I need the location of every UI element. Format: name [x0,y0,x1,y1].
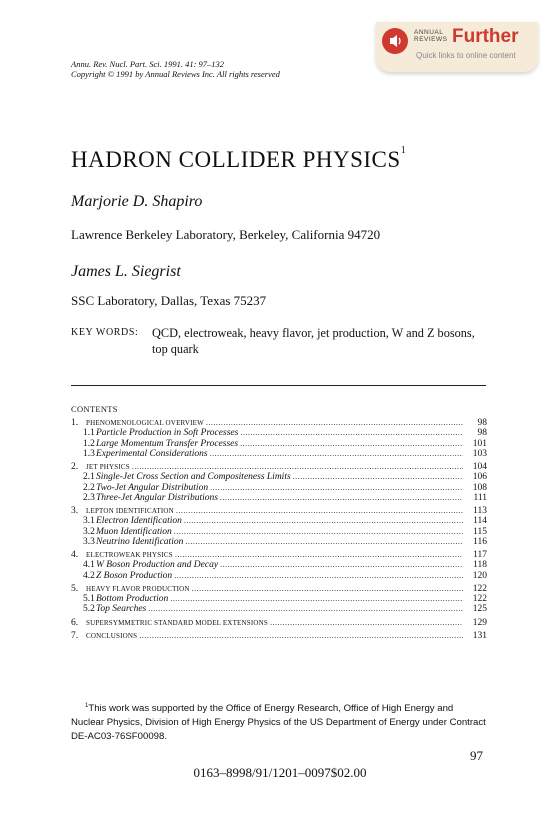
toc-number: 3. [71,506,79,516]
toc-leader-dots [174,527,463,537]
toc-title: W Boson Production and Decay [96,560,219,571]
toc-title: SUPERSYMMETRIC STANDARD MODEL EXTENSIONS [86,618,268,627]
toc-number: 5.2 [83,604,95,615]
toc-section-entry[interactable] [71,631,487,641]
toc-title: JET PHYSICS [86,463,130,471]
toc-section-entry[interactable] [71,418,487,428]
toc-page-number: 120 [472,570,487,581]
toc-page-number: 106 [472,472,487,483]
toc-title: PHENOMENOLOGICAL OVERVIEW [86,419,204,427]
toc-leader-dots [175,550,463,560]
toc-number: 1.1 [83,428,95,439]
toc-subsection-entry[interactable] [71,449,487,459]
key-words-text: QCD, electroweak, heavy flavor, jet production, W and Z bosons, top quark [152,326,475,356]
toc-page-number: 129 [472,617,487,628]
toc-subsection-entry[interactable] [71,571,487,581]
toc-leader-dots [176,506,463,516]
toc-subsection-entry[interactable] [71,516,487,526]
key-words-label: KEY WORDS: [71,327,139,338]
toc-subsection-entry[interactable] [71,483,487,493]
toc-leader-dots [240,439,463,449]
toc-subsection-entry[interactable] [71,493,487,503]
table-of-contents [71,418,487,641]
toc-page-number: 101 [472,438,487,449]
toc-subsection-entry[interactable] [71,537,487,547]
toc-subsection-entry[interactable] [71,428,487,438]
toc-number: 6. [71,617,79,628]
toc-page-number: 125 [472,604,487,615]
toc-leader-dots [170,594,463,604]
toc-number: 3.1 [83,516,95,527]
toc-leader-dots [240,428,463,438]
author-name: Marjorie D. Shapiro [71,193,203,210]
toc-title: Electron Identification [96,516,182,527]
toc-number: 2. [71,462,79,472]
toc-number: 1. [71,418,79,428]
toc-number: 2.3 [83,492,95,503]
toc-page-number: 116 [473,536,487,547]
toc-number: 5.1 [83,594,95,604]
author-affiliation: SSC Laboratory, Dallas, Texas 75237 [71,293,267,308]
toc-title: Particle Production in Soft Processes [96,428,239,439]
toc-page-number: 104 [472,462,487,472]
toc-title: Bottom Production [96,594,169,604]
toc-title: Two-Jet Angular Distribution [96,482,209,493]
copyright-line: Copyright © 1991 by Annual Reviews Inc. All rights reserved [71,69,280,79]
toc-leader-dots [270,618,463,628]
toc-number: 3.3 [83,536,95,547]
toc-leader-dots [174,571,463,581]
toc-page-number: 113 [473,506,487,516]
toc-page-number: 131 [472,630,487,641]
toc-subsection-entry[interactable] [71,439,487,449]
toc-page-number: 98 [477,418,487,428]
toc-title: CONCLUSIONS [86,631,138,640]
toc-number: 7. [71,630,79,641]
toc-section-entry[interactable] [71,550,487,560]
journal-citation: Annu. Rev. Nucl. Part. Sci. 1991. 41: 97–132 [71,59,225,69]
toc-title: Three-Jet Angular Distributions [96,492,218,503]
toc-number: 3.2 [83,526,95,537]
toc-number: 4.1 [83,560,95,571]
toc-title: Neutrino Identification [96,536,184,547]
author-name: James L. Siegrist [71,263,181,280]
toc-page-number: 122 [472,583,487,594]
toc-number: 1.2 [83,438,95,449]
toc-title: Top Searches [96,604,147,615]
toc-subsection-entry[interactable] [71,472,487,482]
toc-number: 1.3 [83,448,95,459]
divider [71,385,486,386]
toc-section-entry[interactable] [71,506,487,516]
toc-page-number: 115 [473,526,487,537]
toc-title: Experimental Considerations [96,448,208,459]
article-title: HADRON COLLIDER PHYSICS$^1$ [71,145,407,172]
toc-title: LEPTON IDENTIFICATION [86,507,174,515]
toc-page-number: 114 [473,516,487,527]
toc-title: Single-Jet Cross Section and Compositeness Limits [96,472,291,483]
toc-leader-dots [139,631,463,641]
further-links-badge[interactable] [376,22,538,72]
toc-section-entry[interactable] [71,584,487,594]
toc-number: 5. [71,583,79,594]
toc-number: 4. [71,550,79,560]
toc-number: 2.2 [83,482,95,493]
toc-leader-dots [293,472,463,482]
further-subtitle: Quick links to online content [416,51,516,60]
speaker-icon [382,28,408,54]
toc-page-number: 108 [472,482,487,493]
contents-heading: CONTENTS [71,404,118,414]
toc-page-number: 122 [472,594,487,604]
toc-section-entry[interactable] [71,618,487,628]
toc-leader-dots [184,516,463,526]
toc-page-number: 118 [473,560,487,571]
toc-title: HEAVY FLAVOR PRODUCTION [86,584,190,593]
title-footnote-mark: 1 [400,145,407,156]
toc-leader-dots [210,483,463,493]
toc-leader-dots [132,462,463,472]
page-number: 97 [470,748,483,763]
toc-section-entry[interactable] [71,462,487,472]
toc-page-number: 111 [473,492,487,503]
toc-page-number: 117 [473,550,487,560]
toc-number: 4.2 [83,570,95,581]
toc-title: Large Momentum Transfer Processes [96,438,239,449]
author-affiliation: Lawrence Berkeley Laboratory, Berkeley, California 94720 [71,227,381,242]
toc-subsection-entry[interactable] [71,604,487,614]
toc-leader-dots [210,449,463,459]
toc-leader-dots [206,418,463,428]
annual-reviews-logo: ANNUAL REVIEWS [414,29,448,43]
toc-page-number: 98 [477,428,487,439]
toc-leader-dots [220,493,463,503]
toc-leader-dots [220,560,463,570]
toc-subsection-entry[interactable] [71,594,487,604]
toc-subsection-entry[interactable] [71,527,487,537]
toc-leader-dots [192,584,463,594]
toc-title: ELECTROWEAK PHYSICS [86,551,173,559]
toc-number: 2.1 [83,472,95,483]
toc-leader-dots [148,604,463,614]
toc-subsection-entry[interactable] [71,560,487,570]
toc-title: Z Boson Production [96,570,173,581]
footnote: $^1$This work was supported by the Office of Energy Research, Office of High Energy and Nuclear Physics, Division of High Energy Physics of the US Department of Energy under Contract DE-AC03-76SF00098. [71,703,486,743]
further-label: Further [452,26,519,47]
toc-page-number: 103 [472,448,487,459]
toc-title: Muon Identification [96,526,172,537]
toc-leader-dots [185,537,463,547]
price-code: 0163–8998/91/1201–0097$02.00 [193,765,367,780]
